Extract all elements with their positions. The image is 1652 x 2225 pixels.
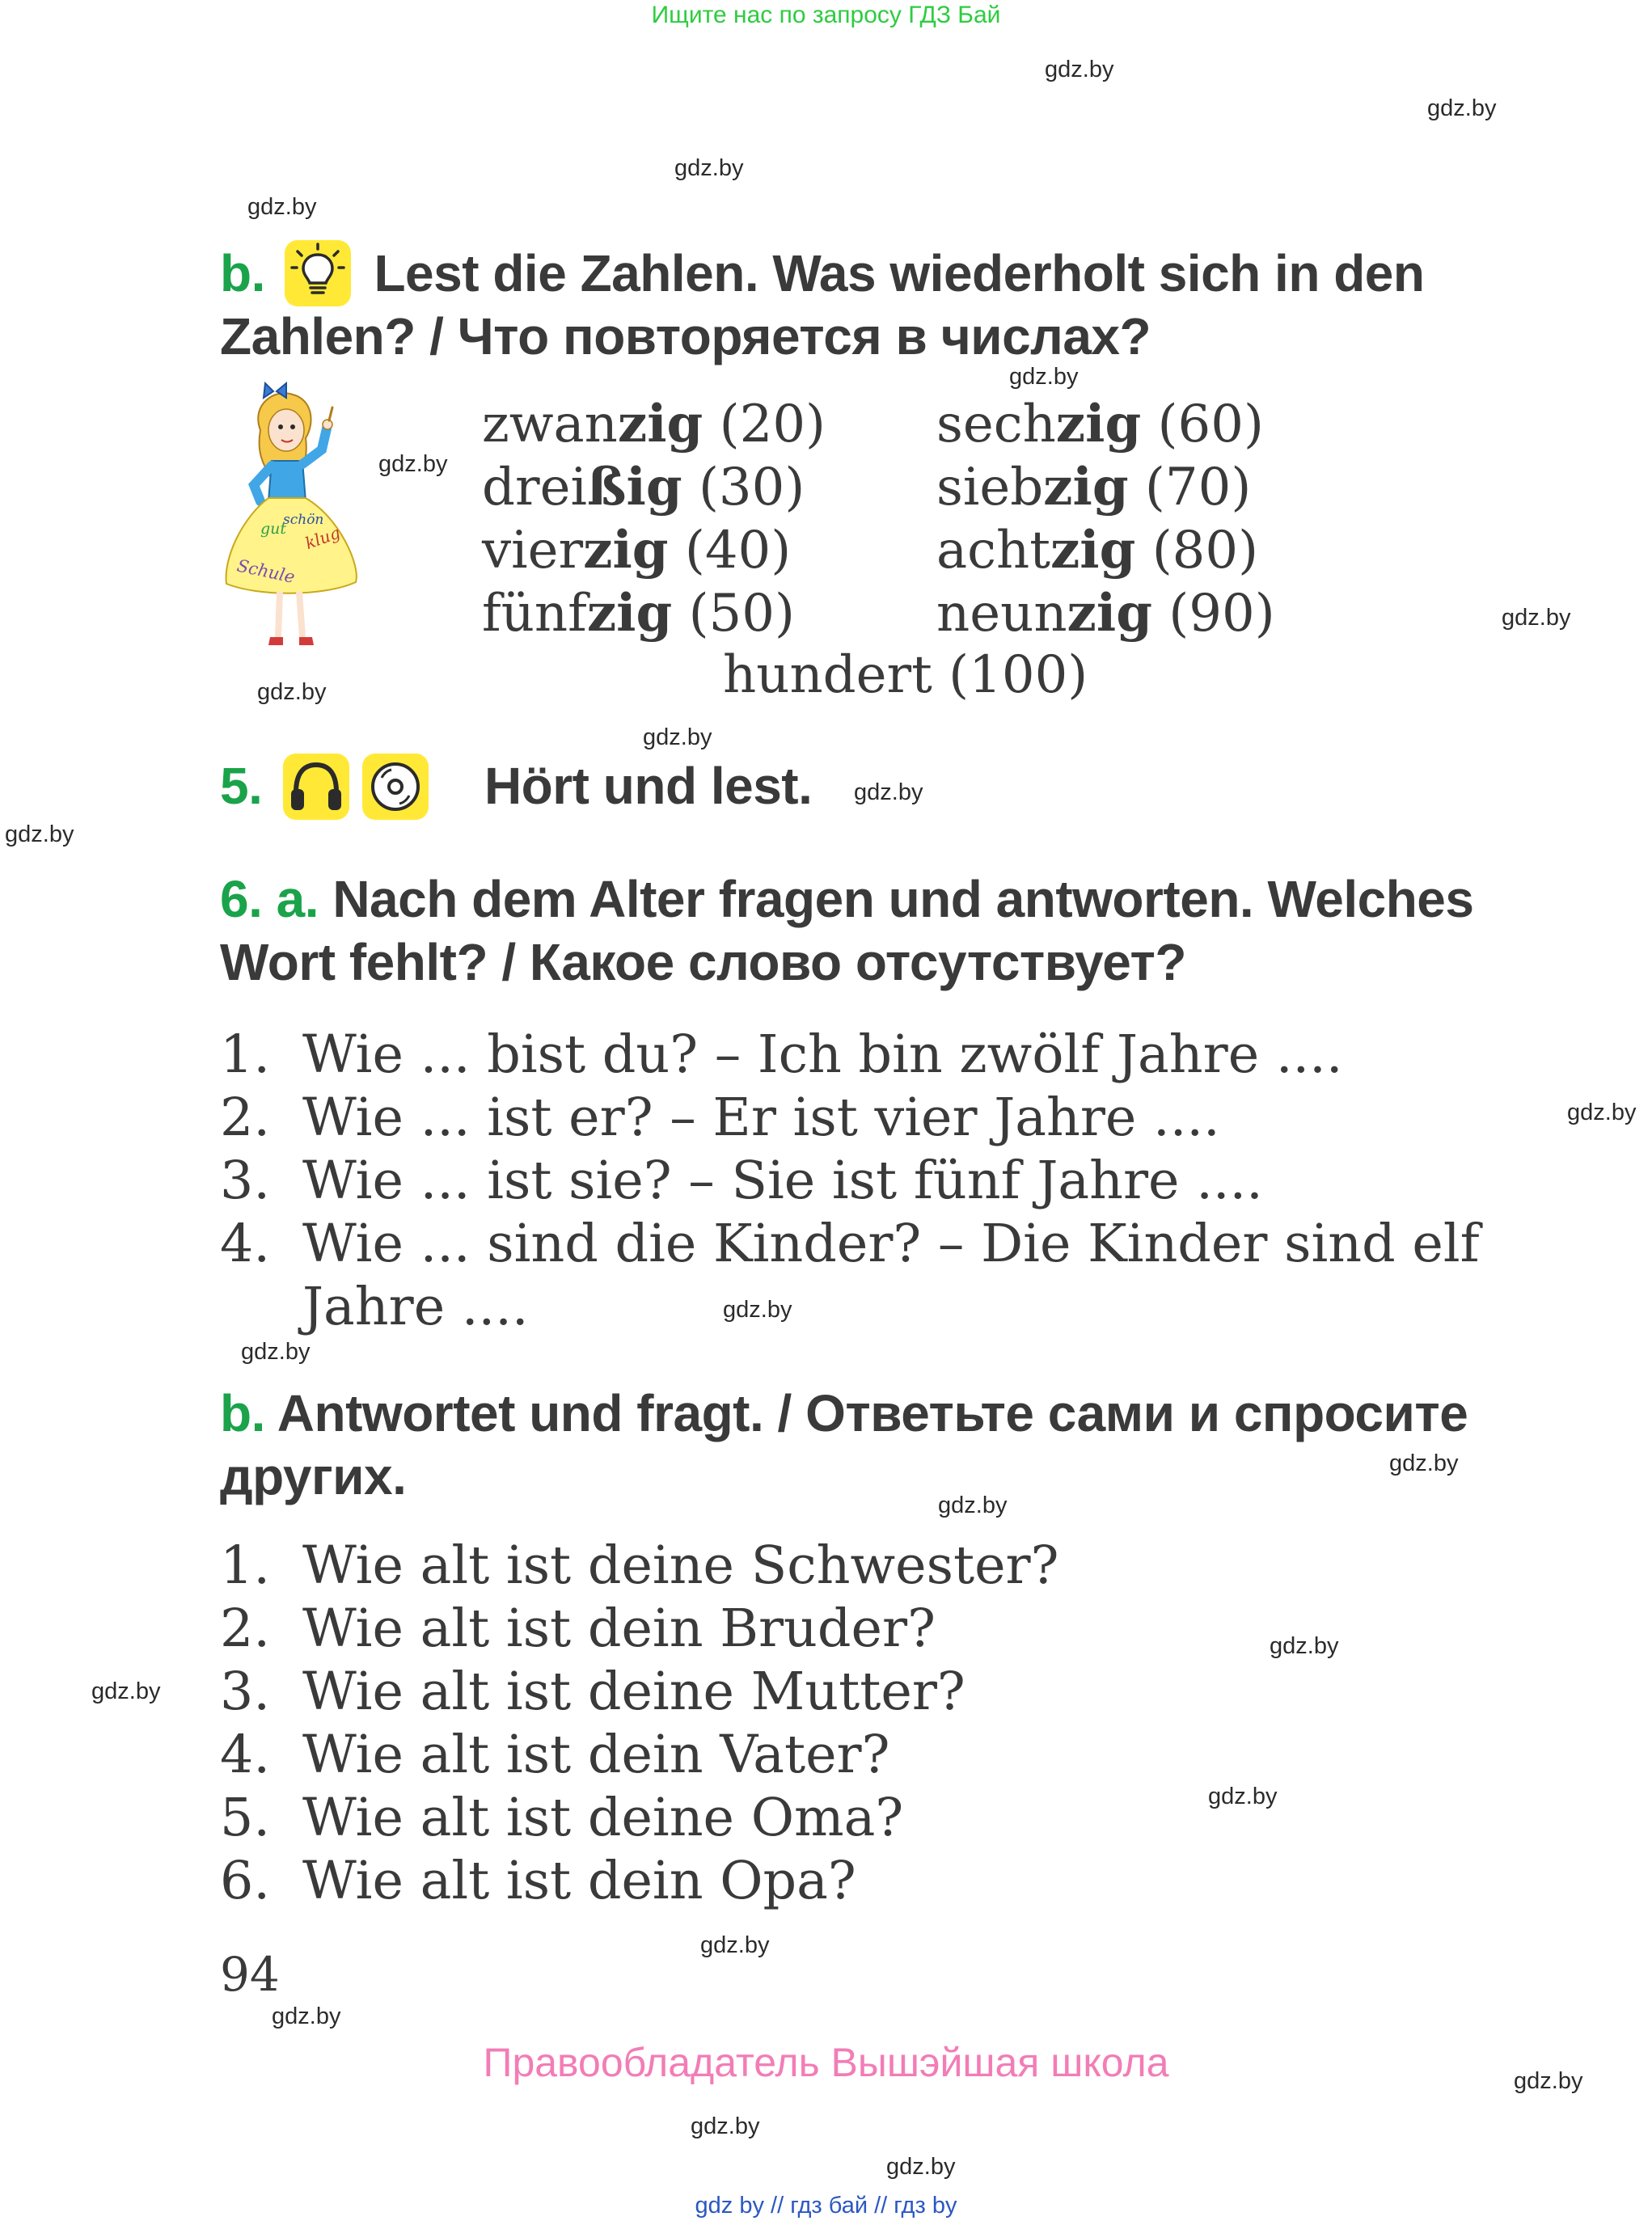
section-marker: b.	[220, 244, 265, 302]
watermark: gdz.by	[886, 2154, 956, 2180]
number-row: neunzig (90)	[936, 583, 1275, 644]
list-item: 4. Wie alt ist dein Vater?	[220, 1725, 890, 1785]
watermark: gdz.by	[272, 2003, 341, 2029]
skirt-word-klug: klug	[302, 522, 343, 554]
watermark: gdz.by	[1514, 2068, 1583, 2094]
number-row: siebzig (70)	[936, 457, 1252, 517]
skirt-word-schule: Schule	[234, 555, 297, 587]
watermark: gdz.by	[854, 779, 923, 805]
list-item: 1. Wie alt ist deine Schwester?	[220, 1535, 1059, 1596]
section-6b-heading-line1	[220, 1381, 1468, 1446]
number-row: zwanzig (20)	[482, 394, 826, 454]
watermark: gdz.by	[5, 821, 74, 847]
watermark: gdz.by	[938, 1492, 1008, 1518]
watermark: gdz.by	[247, 194, 317, 220]
skirt-word-schoen: schön	[283, 512, 324, 528]
number-row-hundred: hundert (100)	[723, 645, 1088, 705]
watermark: gdz.by	[691, 2113, 760, 2139]
section-marker: 5.	[220, 757, 263, 815]
watermark: gdz.by	[1502, 605, 1571, 631]
watermark: gdz.by	[700, 1932, 770, 1958]
number-row: sechzig (60)	[936, 394, 1264, 454]
section-b1-heading-line1	[220, 241, 1424, 306]
section-6a-heading-line2: Wort fehlt? / Какое слово отсутствует?	[220, 933, 1186, 991]
watermark: gdz.by	[1270, 1633, 1339, 1659]
watermark: gdz.by	[1045, 57, 1114, 82]
list-item: 4. Wie ... sind die Kinder? – Die Kinder sind elf	[220, 1214, 1480, 1274]
list-item: 6. Wie alt ist dein Opa?	[220, 1851, 856, 1911]
section-b1-heading-line2: Zahlen? / Что повторяется в числах?	[220, 307, 1151, 365]
watermark: gdz.by	[378, 451, 448, 477]
section-6b-heading-line2: других.	[220, 1447, 407, 1505]
footer-links: gdz by // гдз бай // гдз by	[695, 2193, 957, 2219]
watermark: gdz.by	[674, 155, 744, 181]
number-row: vierzig (40)	[482, 520, 792, 581]
top-note: Ищите нас по запросу ГДЗ Бай	[651, 2, 1001, 28]
list-item: 1. Wie ... bist du? – Ich bin zwölf Jahre ....	[220, 1024, 1343, 1085]
watermark: gdz.by	[1567, 1100, 1637, 1125]
list-item: 3. Wie ... ist sie? – Sie ist fünf Jahre ....	[220, 1150, 1263, 1211]
girl-illustration	[218, 380, 364, 655]
headphones-icon	[283, 754, 349, 820]
section-marker: 6. a.	[220, 870, 319, 928]
heading-text: Antwortet und fragt. / Ответьте сами и спросите	[277, 1384, 1468, 1442]
number-row: dreißig (30)	[482, 457, 805, 517]
section-marker: b.	[220, 1384, 265, 1442]
watermark: gdz.by	[1389, 1450, 1459, 1476]
list-item: 2. Wie ... ist er? – Er ist vier Jahre ....	[220, 1087, 1220, 1148]
watermark: gdz.by	[1009, 364, 1079, 390]
copyright-notice: Правообладатель Вышэйшая школа	[483, 2040, 1169, 2085]
watermark: gdz.by	[91, 1678, 161, 1704]
list-item: Jahre ....	[302, 1277, 529, 1337]
heading-text: Nach dem Alter fragen und antworten. Welches	[332, 870, 1474, 928]
heading-text: Hört und lest.	[484, 757, 813, 815]
list-item: 2. Wie alt ist dein Bruder?	[220, 1598, 936, 1659]
watermark: gdz.by	[257, 679, 327, 705]
list-item: 5. Wie alt ist deine Oma?	[220, 1788, 904, 1848]
list-item: 3. Wie alt ist deine Mutter?	[220, 1661, 965, 1722]
number-row: achtzig (80)	[936, 520, 1259, 581]
page-number: 94	[220, 1947, 280, 2002]
watermark: gdz.by	[643, 724, 712, 750]
lightbulb-icon	[285, 240, 351, 306]
cd-icon	[362, 754, 429, 820]
number-row: fünfzig (50)	[482, 583, 795, 644]
skirt-word-gut: gut	[260, 520, 287, 538]
watermark: gdz.by	[241, 1339, 311, 1365]
watermark: gdz.by	[1427, 95, 1497, 121]
watermark: gdz.by	[1208, 1784, 1278, 1809]
heading-text: Lest die Zahlen. Was wiederholt sich in den	[374, 244, 1425, 302]
watermark: gdz.by	[723, 1297, 792, 1323]
section-6a-heading-line1	[220, 867, 1473, 931]
